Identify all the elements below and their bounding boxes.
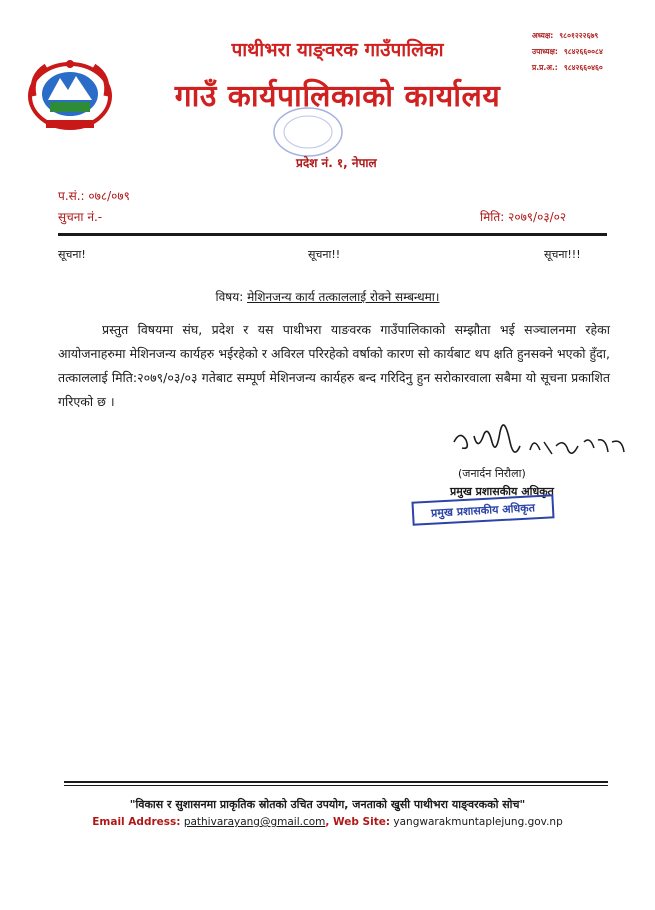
office-address: प्रदेश नं. १, नेपाल (296, 156, 377, 170)
notice-heading-left: सूचना! (58, 248, 86, 261)
website-link[interactable]: yangwarakmuntaplejung.gov.np (393, 816, 563, 828)
handwritten-signature-icon (448, 412, 638, 472)
official-stamp: प्रमुख प्रशासकीय अधिकृत (411, 494, 554, 525)
contact-row: प्र.प्र.अ.: ९८४२६६०४६० (532, 63, 603, 72)
office-title: गाउँ कार्यपालिकाको कार्यालय (174, 79, 501, 114)
contact-row: अध्यक्ष: ९८०१२२२६७९ (532, 31, 599, 40)
footer-slogan: "विकास र सुशासनमा प्राकृतिक स्रोतको उचित उपयोग, जनताको खुसी पाथीभरा याङ्वरकको सोच" (129, 798, 526, 811)
reference-number: प.सं.: ०७८/०७९ (58, 189, 130, 203)
notice-body: प्रस्तुत विषयमा संघ, प्रदेश र यस पाथीभरा याङवरक गाउँपालिकाको सम्झौता भई सञ्चालनमा रहेका आयोजनाहरुमा मेशिनजन्य कार्यहरु भईरहेको र अविरल परिरहेको वर्षाको कारण सो कार्यबाट थप क्षति हुनसक्ने भएको हुँदा, तत्काललाई मिति:२०७९/०३/०३ गतेबाट सम्पूर्ण मेशिनजन्य कार्यहरु बन्द गरिदिनु हुन सरोकारवाला सबैमा यो सूचना प्रकाशित गरिएको छ । (58, 322, 610, 409)
notice-heading-center: सूचना!! (308, 248, 341, 261)
round-seal-icon (268, 104, 348, 160)
footer-divider (64, 781, 608, 783)
subject-line (0, 288, 655, 305)
email-label: Email Address: (92, 816, 181, 828)
signer-title: प्रमुख प्रशासकीय अधिकृत (450, 485, 554, 498)
notice-heading-right: सूचना!!! (544, 248, 581, 261)
notice-date: मिति: २०७९/०३/०२ (480, 210, 567, 224)
notice-number: सुचना नं.- (58, 210, 103, 224)
subject-prefix: विषय: (215, 290, 244, 304)
footer-divider-thin (64, 785, 608, 786)
contact-row: उपाध्यक्ष: ९८४२६६००८४ (532, 47, 603, 56)
subject-text: मेशिनजन्य कार्य तत्काललाई रोक्ने सम्बन्धमा। (247, 290, 440, 304)
office-name: पाथीभरा याङ्वरक गाउँपालिका (231, 39, 444, 61)
email-link[interactable]: pathivarayang@gmail.com (183, 816, 326, 828)
footer-contact-line (0, 816, 655, 828)
contact-numbers (532, 28, 603, 76)
website-label: , Web Site: (325, 816, 391, 828)
header-divider (58, 233, 607, 236)
signer-name: (जनार्दन निरौला) (458, 467, 526, 480)
